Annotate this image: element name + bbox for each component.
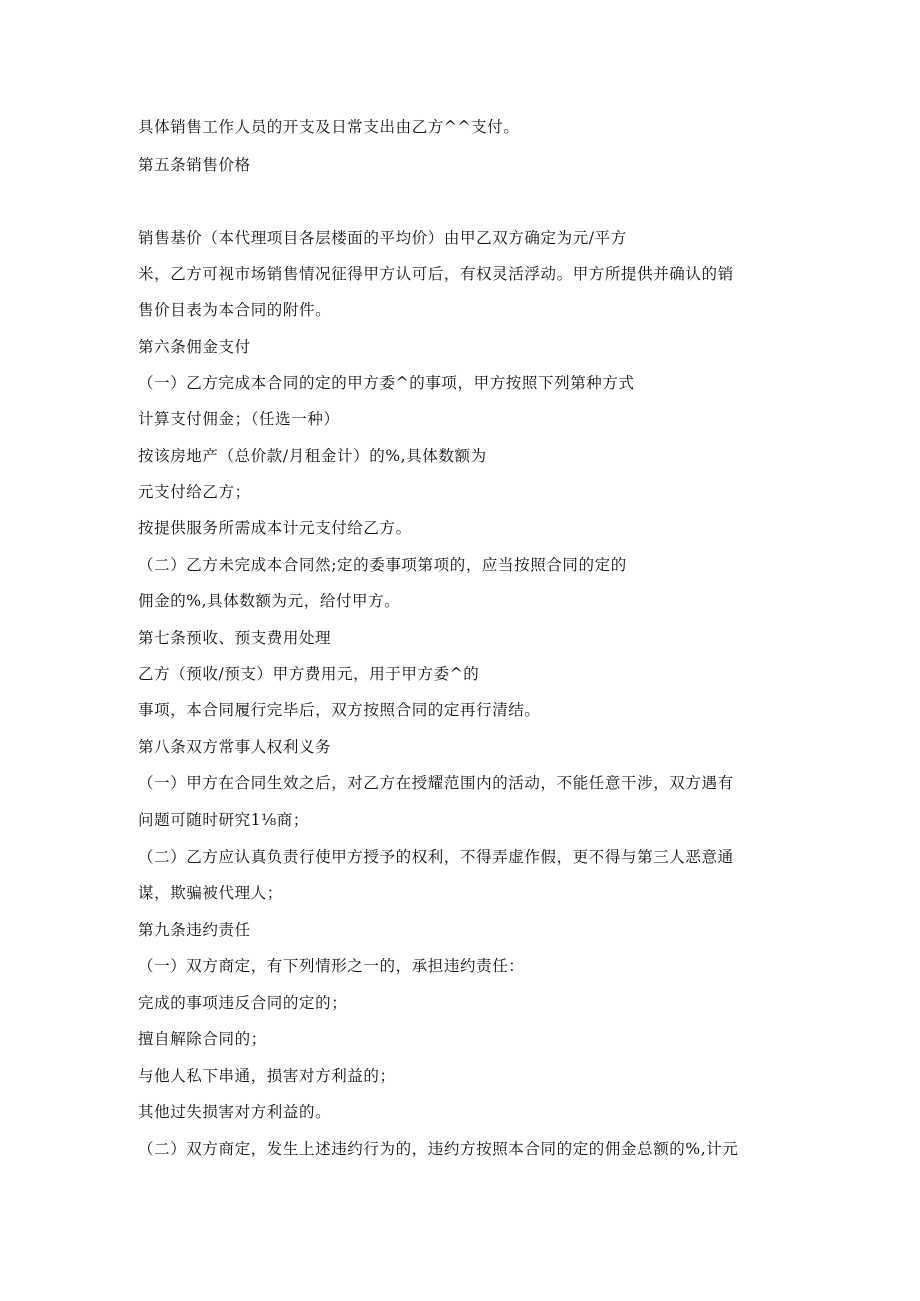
text-line: 其他过失损害对方利益的。	[138, 1103, 332, 1121]
text-line: 元支付给乙方；	[138, 483, 251, 501]
text-line: 乙方（预收/预支）甲方费用元，用于甲方委^的	[138, 665, 480, 683]
text-line: 谋，欺骗被代理人；	[138, 884, 283, 902]
section-heading: 第六条佣金支付	[138, 338, 251, 356]
text-line: （二）乙方未完成本合同然;定的委事项第项的，应当按照合同的定的	[138, 556, 627, 574]
text-line: 与他人私下串通，损害对方利益的；	[138, 1067, 396, 1085]
section-heading: 第八条双方常事人权利义务	[138, 738, 332, 756]
text-line: 按提供服务所需成本计元支付给乙方。	[138, 519, 412, 537]
text-line: （二）双方商定，发生上述违约行为的，违约方按照本合同的定的佣金总额的%,计元	[138, 1140, 739, 1158]
text-line: 按该房地产（总价款/月租金计）的%,具体数额为	[138, 447, 487, 465]
text-line: （一）甲方在合同生效之后，对乙方在授耀范围内的活动，不能任意干涉，双方遇有	[138, 774, 734, 792]
text-line: （二）乙方应认真负责行使甲方授予的权利，不得弄虚作假，更不得与第三人恶意通	[138, 848, 734, 866]
text-line: 事项，本合同履行完毕后，双方按照合同的定再行清结。	[138, 701, 541, 719]
text-line: 问题可随时研究1⅛商；	[138, 811, 309, 829]
text-line: （一）乙方完成本合同的定的甲方委^的事项，甲方按照下列第种方式	[138, 374, 635, 392]
text-line: 完成的事项违反合同的定的；	[138, 994, 348, 1012]
text-line: 计算支付佣金；（任选一种）	[138, 410, 340, 428]
text-line: 擅自解除合同的；	[138, 1030, 267, 1048]
text-line: 销售基价（本代理项目各层楼面的平均价）由甲乙双方确定为元/平方	[138, 229, 627, 247]
text-line: 佣金的%,具体数额为元，给付甲方。	[138, 592, 401, 610]
section-heading: 第九条违约责任	[138, 921, 251, 939]
text-line: 具体销售工作人员的开支及日常支出由乙方^^支付。	[138, 118, 520, 136]
section-heading: 第七条预收、预支费用处理	[138, 629, 332, 647]
text-line: 米，乙方可视市场销售情况征得甲方认可后，有权灵活浮动。甲方所提供并确认的销	[138, 265, 734, 283]
text-line: （一）双方商定，有下列情形之一的，承担违约责任：	[138, 957, 525, 975]
section-heading: 第五条销售价格	[138, 156, 251, 174]
text-line: 售价目表为本合同的附件。	[138, 301, 332, 319]
